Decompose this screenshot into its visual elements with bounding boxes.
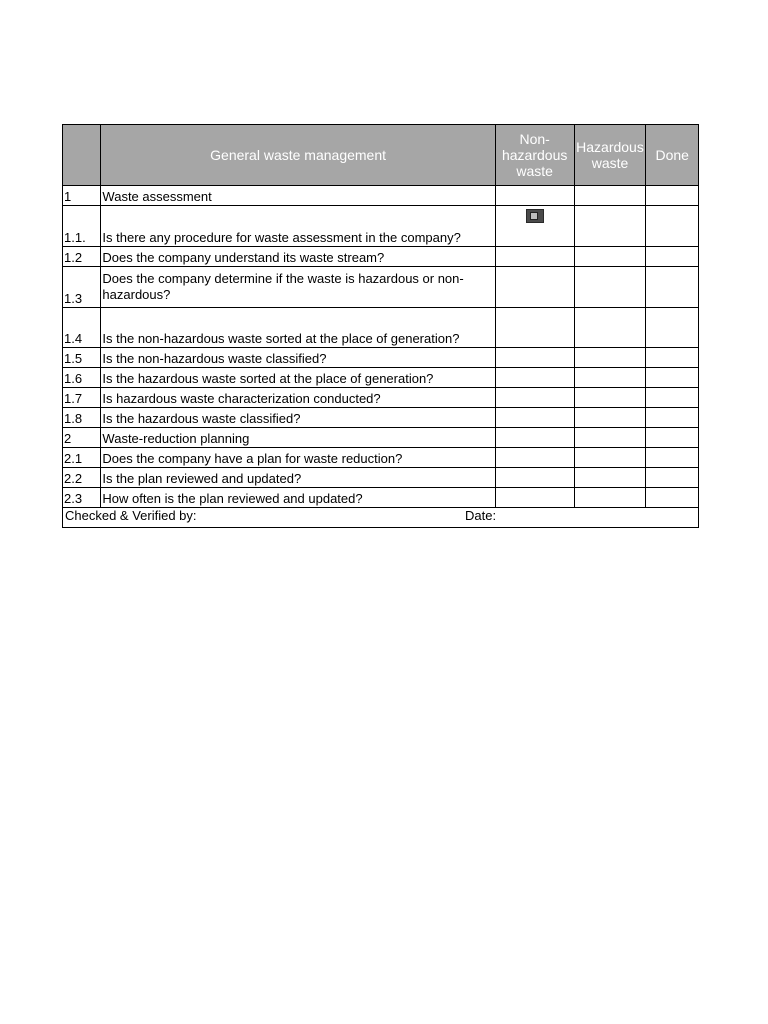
row-number: 2.2 <box>63 468 101 488</box>
row-number: 1.7 <box>63 388 101 408</box>
row-number: 1.8 <box>63 408 101 428</box>
row-question: Waste assessment <box>101 186 495 206</box>
row-number: 1 <box>63 186 101 206</box>
non-hazardous-cell[interactable] <box>495 247 574 267</box>
table-row <box>63 267 699 308</box>
checked-verified-label: Checked & Verified by: <box>65 508 197 523</box>
hazardous-cell[interactable] <box>574 428 646 448</box>
row-question: Is hazardous waste characterization conducted? <box>101 388 495 408</box>
non-hazardous-cell[interactable] <box>495 368 574 388</box>
non-hazardous-cell[interactable] <box>495 408 574 428</box>
hazardous-cell[interactable] <box>574 448 646 468</box>
header-done-cell: Done <box>646 125 699 186</box>
table-row <box>63 247 699 267</box>
header-non-hazardous-cell: Non- hazardous waste <box>495 125 574 186</box>
hazardous-cell[interactable] <box>574 348 646 368</box>
non-hazardous-cell[interactable] <box>495 308 574 348</box>
hazardous-cell[interactable] <box>574 408 646 428</box>
row-question: Is the hazardous waste classified? <box>101 408 495 428</box>
row-number: 2 <box>63 428 101 448</box>
row-question-text: Does the company determine if the waste is hazardous or non-hazardous? <box>102 271 464 302</box>
table-row <box>63 388 699 408</box>
table-row <box>63 308 699 348</box>
hazardous-cell[interactable] <box>574 186 646 206</box>
row-question: Is the hazardous waste sorted at the place of generation? <box>101 368 495 388</box>
done-cell[interactable] <box>646 247 699 267</box>
date-label: Date: <box>465 508 497 523</box>
done-cell[interactable] <box>646 348 699 368</box>
non-hazardous-cell[interactable] <box>495 428 574 448</box>
hazardous-cell[interactable] <box>574 388 646 408</box>
done-cell[interactable] <box>646 448 699 468</box>
checkbox-container <box>497 206 573 244</box>
row-question <box>101 267 495 308</box>
hazardous-cell[interactable] <box>574 468 646 488</box>
row-question: Does the company understand its waste stream? <box>101 247 495 267</box>
done-cell[interactable] <box>646 368 699 388</box>
non-hazardous-cell[interactable] <box>495 186 574 206</box>
row-number: 1.2 <box>63 247 101 267</box>
hazardous-cell[interactable] <box>574 247 646 267</box>
done-cell[interactable] <box>646 388 699 408</box>
table-row <box>63 206 699 247</box>
non-hazardous-cell[interactable] <box>495 448 574 468</box>
done-cell[interactable] <box>646 308 699 348</box>
table-row <box>63 448 699 468</box>
row-number: 1.5 <box>63 348 101 368</box>
hazardous-cell[interactable] <box>574 368 646 388</box>
non-hazardous-cell[interactable] <box>495 388 574 408</box>
row-question: Is the plan reviewed and updated? <box>101 468 495 488</box>
row-question: Waste-reduction planning <box>101 428 495 448</box>
header-question-cell: General waste management <box>101 125 495 186</box>
row-question: Is the non-hazardous waste sorted at the place of generation? <box>101 308 495 348</box>
row-question: Is the non-hazardous waste classified? <box>101 348 495 368</box>
hazardous-cell[interactable] <box>574 488 646 508</box>
header-hazardous-cell: Hazardous waste <box>574 125 646 186</box>
table-row <box>63 348 699 368</box>
hazardous-cell[interactable] <box>574 267 646 308</box>
row-number: 1.4 <box>63 308 101 348</box>
footer-cell <box>63 508 699 528</box>
non-hazardous-cell[interactable] <box>495 348 574 368</box>
done-cell[interactable] <box>646 428 699 448</box>
done-cell[interactable] <box>646 408 699 428</box>
table-row <box>63 186 699 206</box>
non-hazardous-cell[interactable] <box>495 267 574 308</box>
done-cell[interactable] <box>646 206 699 247</box>
hazardous-cell[interactable] <box>574 308 646 348</box>
footer-row <box>63 508 699 528</box>
done-cell[interactable] <box>646 267 699 308</box>
table-row <box>63 408 699 428</box>
done-cell[interactable] <box>646 488 699 508</box>
done-cell[interactable] <box>646 186 699 206</box>
non-hazardous-cell[interactable] <box>495 206 574 247</box>
row-question: Does the company have a plan for waste reduction? <box>101 448 495 468</box>
checkbox-icon[interactable] <box>526 209 544 223</box>
row-question: Is there any procedure for waste assessment in the company? <box>101 206 495 247</box>
row-number: 1.3 <box>63 267 101 308</box>
row-number: 2.3 <box>63 488 101 508</box>
table-row <box>63 488 699 508</box>
table-row <box>63 368 699 388</box>
waste-checklist-table <box>62 124 699 528</box>
row-number: 2.1 <box>63 448 101 468</box>
header-number-cell <box>63 125 101 186</box>
non-hazardous-cell[interactable] <box>495 468 574 488</box>
table-row <box>63 428 699 448</box>
row-number: 1.1. <box>63 206 101 247</box>
non-hazardous-cell[interactable] <box>495 488 574 508</box>
hazardous-cell[interactable] <box>574 206 646 247</box>
done-cell[interactable] <box>646 468 699 488</box>
row-question: How often is the plan reviewed and updated? <box>101 488 495 508</box>
header-row <box>63 125 699 186</box>
row-number: 1.6 <box>63 368 101 388</box>
table-row <box>63 468 699 488</box>
